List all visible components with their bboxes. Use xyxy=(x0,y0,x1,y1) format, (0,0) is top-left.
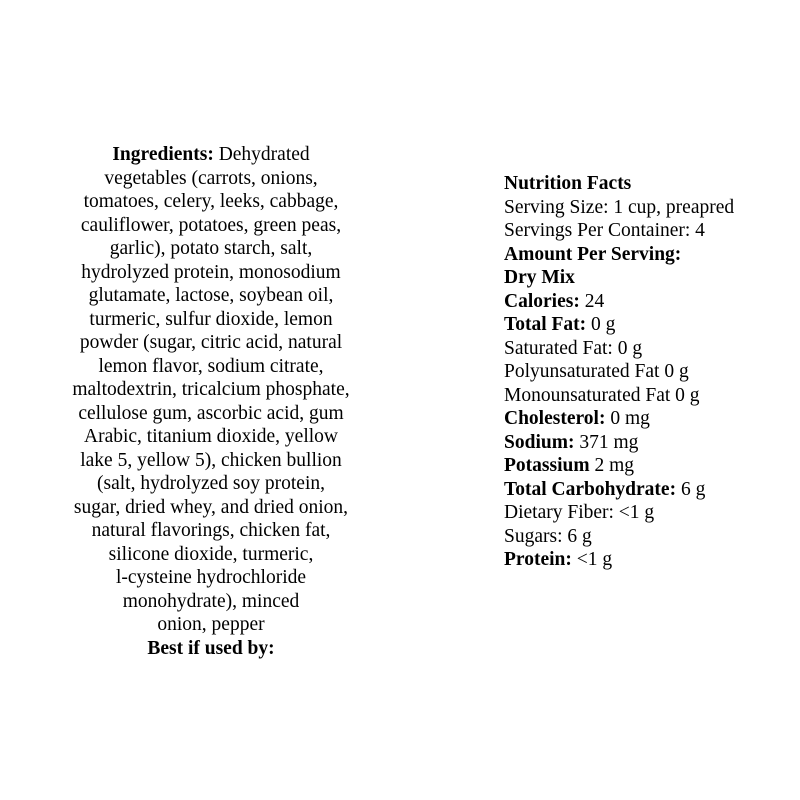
calories-value: 24 xyxy=(579,290,605,312)
ingredients-line: silicone dioxide, turmeric, xyxy=(108,543,314,565)
calories-row xyxy=(504,290,794,314)
dry-mix-label: Dry Mix xyxy=(504,267,575,288)
ingredients-line: tomatoes, celery, leeks, cabbage, xyxy=(83,191,339,212)
ingredients-label: Ingredients: xyxy=(112,144,214,165)
servings-per-container: Servings Per Container: 4 xyxy=(504,220,705,241)
ingredients-line: turmeric, sulfur dioxide, lemon xyxy=(89,308,333,330)
nutrition-facts-block xyxy=(504,172,794,572)
saturated-fat: Saturated Fat: 0 g xyxy=(504,337,643,359)
ingredients-line: cellulose gum, ascorbic acid, gum xyxy=(78,402,344,424)
total-carbohydrate-value: 6 g xyxy=(676,478,706,500)
ingredients-line: l-cysteine hydrochloride xyxy=(115,567,307,588)
nutrition-facts-title: Nutrition Facts xyxy=(504,173,632,194)
ingredients-line: garlic), potato starch, salt, xyxy=(109,238,313,259)
ingredients-line xyxy=(46,143,376,167)
ingredients-line: lake 5, yellow 5), chicken bullion xyxy=(80,449,342,471)
ingredients-line: (salt, hydrolyzed soy protein, xyxy=(97,473,325,494)
dietary-fiber: Dietary Fiber: <1 g xyxy=(504,502,655,523)
ingredients-line: monohydrate), minced xyxy=(122,590,300,612)
protein-label: Protein: xyxy=(504,549,572,570)
amount-per-serving: Amount Per Serving: xyxy=(504,243,682,265)
total-fat-row xyxy=(504,313,794,337)
ingredients-line: sugar, dried whey, and dried onion, xyxy=(73,496,349,518)
cholesterol-value: 0 mg xyxy=(605,408,650,429)
ingredients-line: powder (sugar, citric acid, natural xyxy=(79,332,343,353)
sodium-label: Sodium: xyxy=(504,431,575,453)
serving-size: Serving Size: 1 cup, preapred xyxy=(504,196,735,218)
calories-label: Calories: xyxy=(504,290,580,312)
ingredients-line: hydrolyzed protein, monosodium xyxy=(81,261,341,283)
ingredients-block xyxy=(46,143,376,660)
potassium-value: 2 mg xyxy=(589,455,635,476)
sodium-row xyxy=(504,431,794,455)
ingredients-line: onion, pepper xyxy=(157,614,265,635)
ingredients-line: lemon flavor, sodium citrate, xyxy=(98,355,324,377)
potassium-label: Potassium xyxy=(504,455,590,476)
total-fat-value: 0 g xyxy=(586,314,616,335)
total-carbohydrate-row xyxy=(504,478,794,502)
best-if-used-by-label: Best if used by: xyxy=(147,637,275,659)
polyunsaturated-fat: Polyunsaturated Fat 0 g xyxy=(504,361,689,382)
protein-value: <1 g xyxy=(571,549,613,570)
total-carbohydrate-label: Total Carbohydrate: xyxy=(504,478,677,500)
cholesterol-label: Cholesterol: xyxy=(504,408,606,429)
monounsaturated-fat: Monounsaturated Fat 0 g xyxy=(504,384,700,406)
sugars: Sugars: 6 g xyxy=(504,525,592,547)
ingredients-line: natural flavorings, chicken fat, xyxy=(91,520,331,541)
protein-row xyxy=(504,548,794,572)
cholesterol-row xyxy=(504,407,794,431)
potassium-row xyxy=(504,454,794,478)
ingredients-text: Dehydrated xyxy=(213,144,310,165)
ingredients-line: glutamate, lactose, soybean oil, xyxy=(88,285,334,306)
total-fat-label: Total Fat: xyxy=(504,314,587,335)
ingredients-line: maltodextrin, tricalcium phosphate, xyxy=(72,379,350,400)
ingredients-line: vegetables (carrots, onions, xyxy=(104,167,318,189)
ingredients-line: Arabic, titanium dioxide, yellow xyxy=(84,426,338,447)
sodium-value: 371 mg xyxy=(574,431,639,453)
ingredients-line: cauliflower, potatoes, green peas, xyxy=(80,214,342,236)
